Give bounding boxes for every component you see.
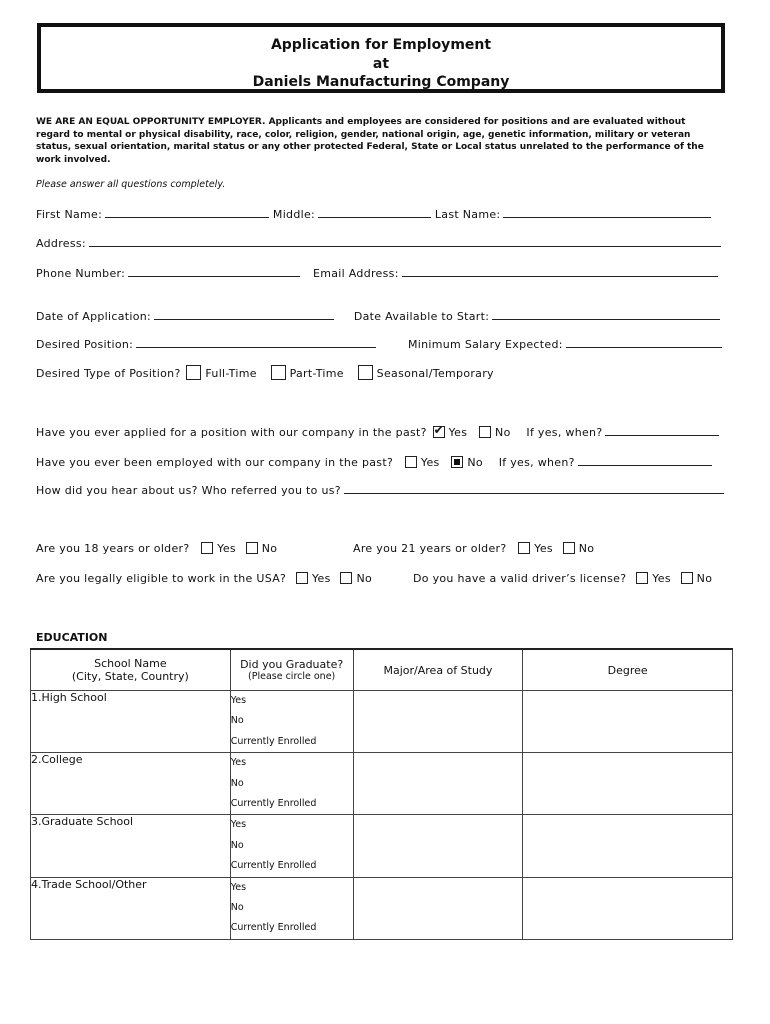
if-yes-label: If yes, when?	[498, 456, 575, 469]
degree-cell[interactable]	[523, 815, 733, 877]
company-name: Daniels Manufacturing Company	[252, 74, 510, 90]
license-no-checkbox[interactable]	[681, 572, 693, 584]
address-row	[36, 236, 721, 250]
middle-label: Middle:	[272, 208, 316, 221]
position-row	[36, 337, 722, 351]
no-label: No	[467, 456, 483, 469]
school-cell[interactable]: 1.High School	[31, 691, 231, 753]
age21-label: Are you 21 years or older?	[353, 542, 507, 555]
age18-row	[36, 542, 277, 555]
yes-label: Yes	[448, 426, 468, 439]
graduate-cell	[230, 691, 353, 753]
dates-row	[36, 309, 720, 323]
yes-label: Yes	[217, 542, 236, 555]
form-title: Application for Employment	[270, 37, 492, 53]
major-cell[interactable]	[353, 815, 523, 877]
license-yes-checkbox[interactable]	[636, 572, 648, 584]
part-time-checkbox[interactable]	[271, 365, 286, 380]
grad-option-no[interactable]: No	[230, 902, 244, 914]
graduate-cell	[230, 877, 353, 939]
email-field[interactable]	[402, 266, 718, 277]
eeo-statement	[36, 116, 732, 166]
grad-option-enrolled[interactable]: Currently Enrolled	[230, 735, 317, 747]
license-row	[413, 572, 712, 585]
yes-label: Yes	[312, 572, 331, 585]
school-cell[interactable]: 2.College	[31, 753, 231, 815]
no-label: No	[696, 572, 713, 585]
grad-option-no[interactable]: No	[230, 777, 244, 789]
phone-label: Phone Number:	[36, 267, 126, 280]
header-text: Did you Graduate?	[240, 658, 344, 671]
referral-row	[36, 483, 724, 497]
applied-when-field[interactable]	[605, 425, 719, 436]
degree-column-header	[523, 649, 733, 691]
date-application-label: Date of Application:	[36, 310, 152, 323]
min-salary-field[interactable]	[566, 337, 722, 348]
age21-no-checkbox[interactable]	[563, 542, 575, 554]
middle-name-field[interactable]	[318, 207, 431, 218]
if-yes-label: If yes, when?	[526, 426, 603, 439]
table-row	[31, 691, 733, 753]
instructions: Please answer all questions completely.	[36, 179, 226, 190]
eeo-line: work involved.	[36, 154, 111, 165]
eeo-line: status, sexual orientation, marital status or any other protected Federal, State or Local status unrelated to the performance of the	[36, 142, 704, 153]
eligible-label: Are you legally eligible to work in the USA?	[36, 572, 287, 585]
no-label: No	[356, 572, 373, 585]
no-label: No	[578, 542, 595, 555]
grad-option-no[interactable]: No	[230, 715, 244, 727]
grad-option-enrolled[interactable]: Currently Enrolled	[230, 798, 317, 810]
first-name-field[interactable]	[105, 207, 269, 218]
graduate-column-header	[230, 649, 353, 691]
school-cell[interactable]: 4.Trade School/Other	[31, 877, 231, 939]
address-label: Address:	[36, 237, 86, 250]
first-name-label: First Name:	[36, 208, 103, 221]
yes-label: Yes	[534, 542, 553, 555]
major-cell[interactable]	[353, 691, 523, 753]
header-text: Degree	[607, 663, 648, 677]
no-label: No	[261, 542, 278, 555]
employed-no-checkbox[interactable]	[451, 456, 463, 468]
license-label: Do you have a valid driver’s license?	[413, 572, 627, 585]
table-row	[31, 815, 733, 877]
table-row	[31, 753, 733, 815]
part-time-label: Part-Time	[289, 367, 344, 380]
major-column-header	[353, 649, 523, 691]
age18-no-checkbox[interactable]	[246, 542, 258, 554]
phone-field[interactable]	[128, 266, 300, 277]
degree-cell[interactable]	[523, 753, 733, 815]
education-header-row	[31, 649, 733, 691]
seasonal-label: Seasonal/Temporary	[376, 367, 494, 380]
grad-option-yes[interactable]: Yes	[230, 695, 247, 706]
employed-when-field[interactable]	[578, 455, 712, 466]
applied-before-row	[36, 425, 719, 439]
school-column-header	[31, 649, 231, 691]
last-name-field[interactable]	[503, 207, 711, 218]
grad-option-no[interactable]: No	[230, 839, 244, 851]
position-type-label: Desired Type of Position?	[36, 367, 181, 380]
seasonal-checkbox[interactable]	[358, 365, 373, 380]
age18-label: Are you 18 years or older?	[36, 542, 190, 555]
form-title-box	[37, 23, 725, 93]
referral-field[interactable]	[344, 483, 724, 494]
grad-option-enrolled[interactable]: Currently Enrolled	[230, 860, 317, 872]
school-cell[interactable]: 3.Graduate School	[31, 815, 231, 877]
no-label: No	[495, 426, 511, 439]
grad-option-enrolled[interactable]: Currently Enrolled	[230, 922, 317, 934]
graduate-cell	[230, 815, 353, 877]
degree-cell[interactable]	[523, 877, 733, 939]
applied-before-label: Have you ever applied for a position with our company in the past?	[36, 426, 427, 439]
form-title-at: at	[372, 55, 390, 72]
yes-label: Yes	[420, 456, 440, 469]
last-name-label: Last Name:	[434, 208, 501, 221]
grad-option-yes[interactable]: Yes	[230, 881, 247, 893]
applied-yes-checkbox[interactable]	[433, 426, 445, 438]
eligible-row	[36, 572, 372, 585]
employed-before-label: Have you ever been employed with our company in the past?	[36, 456, 394, 469]
eligible-yes-checkbox[interactable]	[296, 572, 308, 584]
graduate-cell	[230, 753, 353, 815]
age18-yes-checkbox[interactable]	[201, 542, 213, 554]
eeo-line: WE ARE AN EQUAL OPPORTUNITY EMPLOYER. Applicants and employees are considered for positions and are evaluated without	[36, 117, 686, 127]
grad-option-yes[interactable]: Yes	[230, 757, 247, 769]
employed-yes-checkbox[interactable]	[405, 456, 417, 468]
referral-label: How did you hear about us? Who referred you to us?	[36, 484, 341, 497]
date-available-label: Date Available to Start:	[353, 310, 490, 323]
header-subtext: (Please circle one)	[248, 671, 336, 682]
major-cell[interactable]	[353, 753, 523, 815]
min-salary-label: Minimum Salary Expected:	[407, 338, 563, 351]
full-time-label: Full-Time	[205, 367, 257, 380]
header-text: School Name	[94, 657, 167, 670]
table-row	[31, 877, 733, 939]
education-heading: EDUCATION	[36, 631, 108, 644]
address-field[interactable]	[89, 236, 721, 247]
employed-before-row	[36, 455, 712, 469]
date-available-field[interactable]	[492, 309, 720, 320]
position-type-row	[36, 365, 494, 380]
eligible-no-checkbox[interactable]	[340, 572, 352, 584]
degree-cell[interactable]	[523, 691, 733, 753]
email-label: Email Address:	[312, 267, 399, 280]
major-cell[interactable]	[353, 877, 523, 939]
desired-position-label: Desired Position:	[36, 338, 134, 351]
age21-row	[353, 542, 594, 555]
yes-label: Yes	[652, 572, 671, 585]
header-text: Major/Area of Study	[383, 663, 493, 677]
grad-option-yes[interactable]: Yes	[230, 819, 247, 831]
name-row	[36, 207, 711, 221]
full-time-checkbox[interactable]	[186, 365, 201, 380]
header-text: (City, State, Country)	[71, 670, 189, 683]
applied-no-checkbox[interactable]	[479, 426, 491, 438]
desired-position-field[interactable]	[136, 337, 376, 348]
education-table	[30, 648, 733, 940]
date-application-field[interactable]	[154, 309, 334, 320]
age21-yes-checkbox[interactable]	[518, 542, 530, 554]
contact-row	[36, 266, 718, 280]
eeo-line: regard to mental or physical disability, race, color, religion, gender, national origin, age, genetic information, military or veteran	[36, 129, 691, 140]
